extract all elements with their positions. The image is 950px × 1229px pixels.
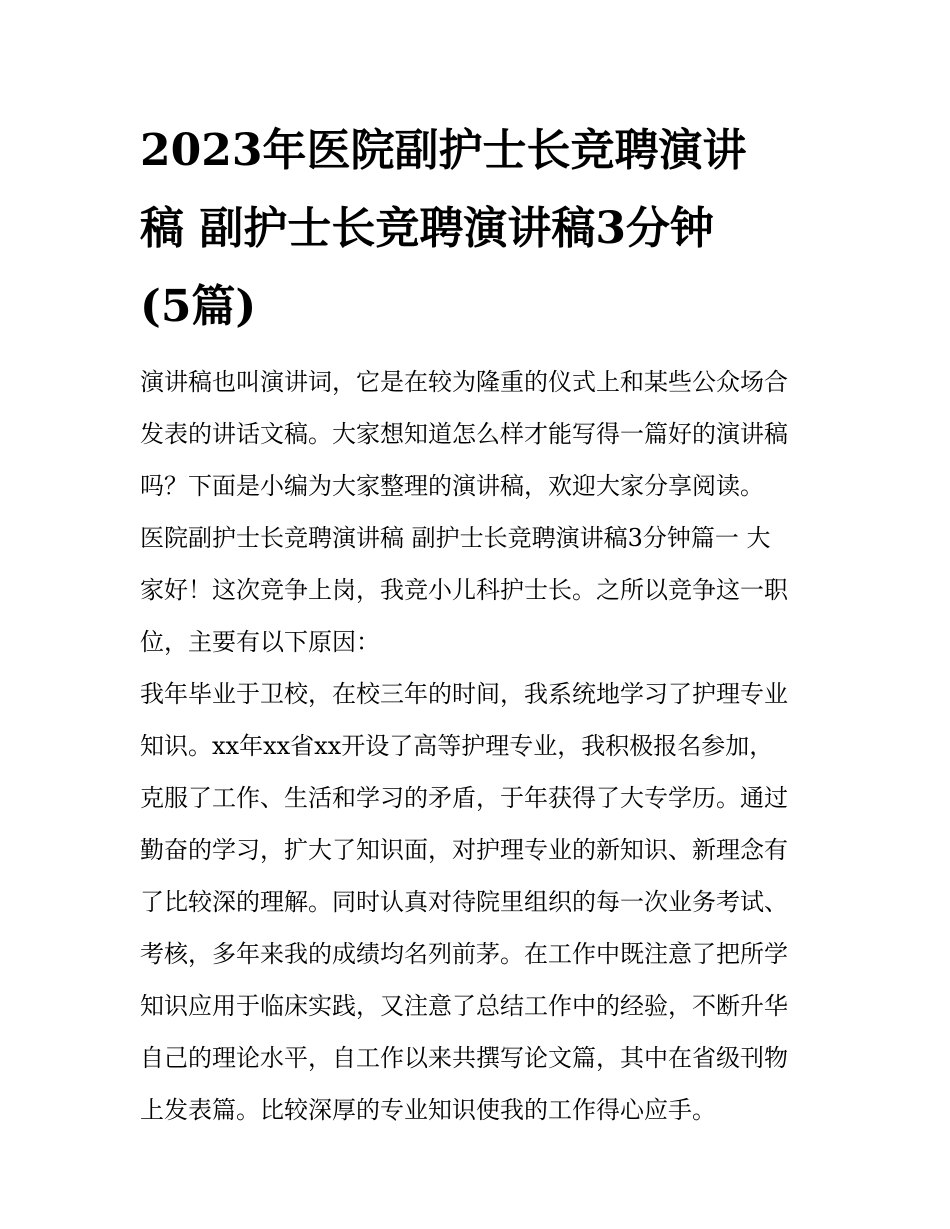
text-line: 自己的理论水平，自工作以来共撰写论文篇，其中在省级刊物: [140, 1044, 788, 1072]
education-paragraph: [140, 668, 830, 1136]
title-line: 2023年医院副护士长竞聘演讲: [140, 125, 747, 176]
text-line: 知识。xx年xx省xx开设了高等护理专业，我积极报名参加，: [140, 732, 774, 760]
text-line: 知识应用于临床实践，又注意了总结工作中的经验，不断升华: [140, 992, 788, 1020]
title-line: 稿 副护士长竞聘演讲稿3分钟: [140, 203, 714, 254]
text-line: 位，主要有以下原因：: [140, 628, 380, 656]
text-line: 吗？下面是小编为大家整理的演讲稿，欢迎大家分享阅读。: [140, 472, 764, 500]
text-line: 我年毕业于卫校，在校三年的时间，我系统地学习了护理专业: [140, 680, 788, 708]
text-line: 上发表篇。比较深厚的专业知识使我的工作得心应手。: [140, 1096, 716, 1124]
document-title: [140, 112, 820, 346]
text-line: 演讲稿也叫演讲词，它是在较为隆重的仪式上和某些公众场合: [140, 368, 788, 396]
speech-opening-paragraph: [140, 512, 830, 668]
text-line: 勤奋的学习，扩大了知识面，对护理专业的新知识、新理念有: [140, 836, 788, 864]
text-line: 医院副护士长竞聘演讲稿 副护士长竞聘演讲稿3分钟篇一 大: [140, 524, 771, 552]
intro-paragraph: [140, 356, 830, 512]
title-line: (5篇): [140, 281, 257, 332]
text-line: 家好！这次竞争上岗，我竞小儿科护士长。之所以竞争这一职: [140, 576, 788, 604]
text-line: 克服了工作、生活和学习的矛盾，于年获得了大专学历。通过: [140, 784, 788, 812]
document-body: [140, 356, 830, 1136]
text-line: 考核，多年来我的成绩均名列前茅。在工作中既注意了把所学: [140, 940, 788, 968]
text-line: 了比较深的理解。同时认真对待院里组织的每一次业务考试、: [140, 888, 788, 916]
text-line: 发表的讲话文稿。大家想知道怎么样才能写得一篇好的演讲稿: [140, 420, 788, 448]
